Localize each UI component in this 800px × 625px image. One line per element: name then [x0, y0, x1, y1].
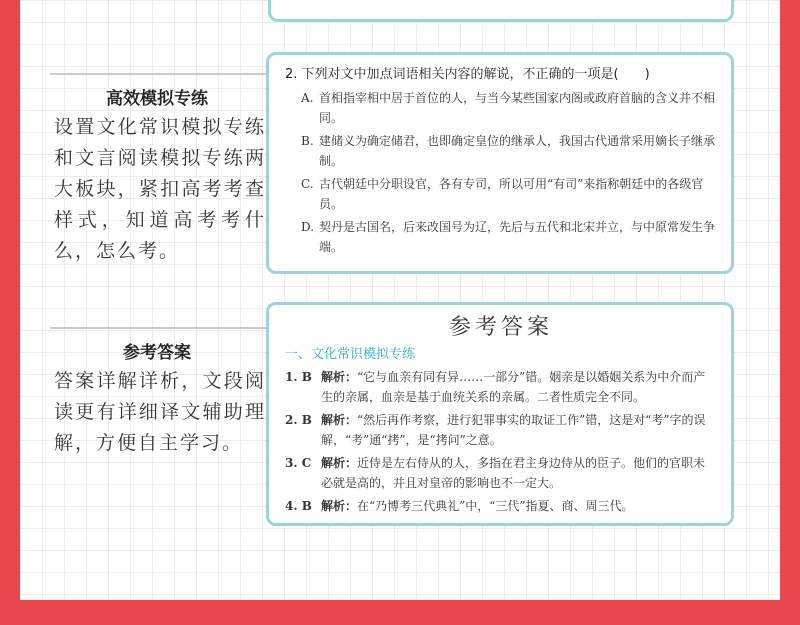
- answer-text: 近侍是左右侍从的人，多指在君主身边侍从的臣子。他们的官职未必就是高的，并且对皇帝的影响也不一定大。: [321, 456, 706, 490]
- option-letter: D.: [301, 220, 315, 234]
- answer-item: [285, 367, 717, 407]
- option-b: [285, 131, 717, 171]
- answer-number: 3. C: [285, 456, 312, 470]
- answer-card: [266, 302, 734, 526]
- question-card: [266, 52, 734, 274]
- answer-title: 参考答案: [448, 315, 553, 340]
- option-text: 首相指宰相中居于首位的人，与当今某些国家内阁或政府首脑的含义并不相同。: [319, 91, 716, 125]
- option-text: 古代朝廷中分职设官，各有专司，所以可用“有司”来指称朝廷中的各级官员。: [319, 177, 704, 211]
- section-description-simulation: 设置文化常识模拟专练和文言阅读模拟专练两大板块，紧扣高考考查样式，知道高考考什么，怎么考。: [54, 116, 266, 262]
- answer-label: 解析：: [321, 370, 358, 384]
- answer-label: 解析：: [321, 456, 358, 470]
- option-letter: C.: [301, 177, 314, 191]
- option-letter: B.: [301, 134, 314, 148]
- answer-label: 解析：: [321, 413, 358, 427]
- section-divider: [50, 73, 266, 75]
- section-title-simulation: 高效模拟专练: [106, 89, 208, 109]
- question-stem: 2. 下列对文中加点词语相关内容的解说，不正确的一项是( ): [285, 67, 650, 82]
- section-description-answers: 答案详解详析，文段阅读更有详细译文辅助理解，方便自主学习。: [54, 370, 266, 454]
- option-text: 建储义为确定储君，也即确定皇位的继承人，我国古代通常采用嫡长子继承制。: [319, 134, 716, 168]
- option-a: [285, 88, 717, 128]
- option-letter: A.: [301, 91, 314, 105]
- section-divider: [50, 327, 266, 329]
- option-c: [285, 174, 717, 214]
- section-title-answers: 参考答案: [123, 343, 191, 363]
- previous-card: [268, 0, 734, 22]
- answer-section-heading: 一、文化常识模拟专练: [285, 347, 416, 362]
- answer-text: “然后再作考察，进行犯罪事实的取证工作”错，这是对“考”字的误解，“考”通“拷”，是“拷问”之意。: [321, 413, 706, 447]
- answer-item: [285, 410, 717, 450]
- option-text: 契丹是古国名，后来改国号为辽，先后与五代和北宋并立，与中原常发生争端。: [319, 220, 716, 254]
- answer-text: 在“乃博考三代典礼”中，“三代”指夏、商、周三代。: [357, 499, 634, 513]
- answer-label: 解析：: [321, 499, 358, 513]
- answer-item: [285, 496, 717, 516]
- answer-text: “它与血亲有同有异……一部分”错。姻亲是以婚姻关系为中介而产生的亲属，血亲是基于血统关系的亲属。二者性质完全不同。: [321, 370, 706, 404]
- answer-item: [285, 453, 717, 493]
- answer-number: 4. B: [285, 499, 312, 513]
- answer-number: 1. B: [285, 370, 312, 384]
- answer-number: 2. B: [285, 413, 312, 427]
- option-d: [285, 217, 717, 257]
- page-sheet: [20, 0, 780, 600]
